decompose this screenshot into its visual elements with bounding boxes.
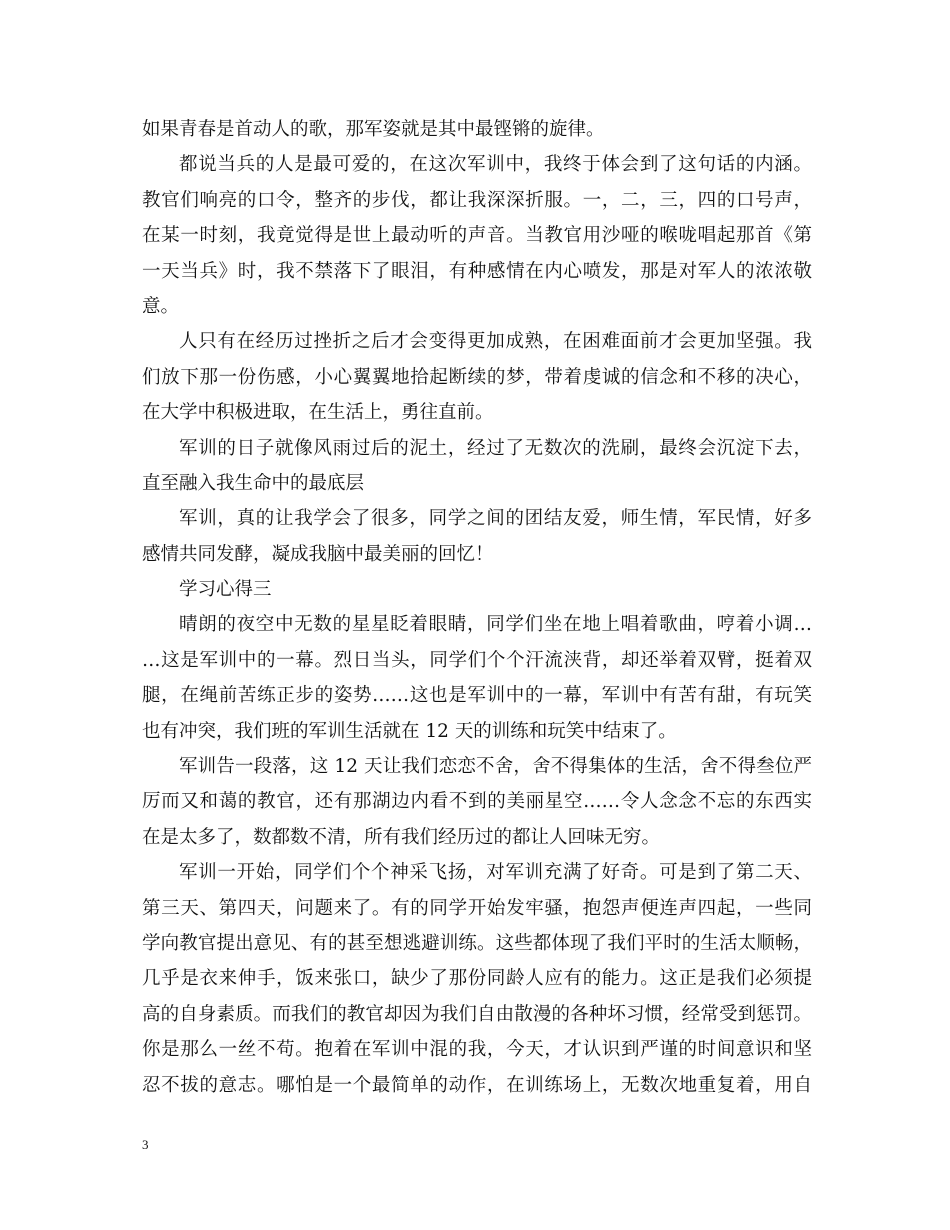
text-line: 在某一时刻，我竟觉得是世上最动听的声音。当教官用沙哑的喉咙唱起那首《第 [142,225,812,247]
document-body [142,112,812,1103]
text-line: 都说当兵的人是最可爱的，在这次军训中，我终于体会到了这句话的内涵。 [179,154,812,176]
text-line: 学向教官提出意见、有的甚至想逃避训练。这些都体现了我们平时的生活太顺畅， [142,932,812,954]
text-line: 意。 [142,295,180,317]
text-line: 一天当兵》时，我不禁落下了眼泪，有种感情在内心喷发，那是对军人的浓浓敬 [142,260,812,282]
text-line: 高的自身素质。而我们的教官却因为我们自由散漫的各种坏习惯，经常受到惩罚。 [142,1003,812,1025]
text-line: 军训的日子就像风雨过后的泥土，经过了无数次的洗刷，最终会沉淀下去， [179,437,812,459]
text-line: 如果青春是首动人的歌，那军姿就是其中最铿锵的旋律。 [142,119,605,140]
page-number: 3 [142,1137,149,1152]
text-line: 腿，在绳前苦练正步的姿势……这也是军训中的一幕，军训中有苦有甜，有玩笑 [142,685,812,707]
text-line: 军训一开始，同学们个个神采飞扬，对军训充满了好奇。可是到了第二天、 [179,862,812,884]
text-line: 教官们响亮的口令，整齐的步伐，都让我深深折服。一，二，三，四的口号声， [142,189,812,211]
text-line: 厉而又和蔼的教官，还有那湖边内看不到的美丽星空……令人念念不忘的东西实 [142,791,812,813]
text-line: 人只有在经历过挫折之后才会变得更加成熟，在困难面前才会更加坚强。我 [179,331,812,353]
text-line: 军训，真的让我学会了很多，同学之间的团结友爱，师生情，军民情，好多 [179,508,812,530]
text-line: 晴朗的夜空中无数的星星眨着眼睛，同学们坐在地上唱着歌曲，哼着小调… [179,614,812,636]
text-line: 忍不拔的意志。哪怕是一个最简单的动作，在训练场上，无数次地重复着，用自 [142,1074,812,1096]
text-line: 学习心得三 [179,579,272,601]
text-line: 第三天、第四天，问题来了。有的同学开始发牢骚，抱怨声便连声四起，一些同 [142,897,812,919]
text-line: 几乎是衣来伸手，饭来张口，缺少了那份同龄人应有的能力。这正是我们必须提 [142,968,812,990]
text-line: …这是军训中的一幕。烈日当头，同学们个个汗流浃背，却还举着双臂，挺着双 [142,649,812,671]
text-line: 军训告一段落，这 12 天让我们恋恋不舍，舍不得集体的生活，舍不得叁位严 [179,756,812,778]
text-line: 感情共同发酵，凝成我脑中最美丽的回忆！ [142,543,494,565]
text-line: 你是那么一丝不苟。抱着在军训中混的我，今天，才认识到严谨的时间意识和坚 [142,1039,812,1061]
text-line: 直至融入我生命中的最底层 [142,472,365,494]
text-line: 也有冲突，我们班的军训生活就在 12 天的训练和玩笑中结束了。 [142,720,677,742]
text-line: 们放下那一份伤感，小心翼翼地拾起断续的梦，带着虔诚的信念和不移的决心， [142,366,812,388]
text-line: 在是太多了，数都数不清，所有我们经历过的都让人回味无穷。 [142,826,661,848]
text-line: 在大学中积极进取，在生活上，勇往直前。 [142,402,494,424]
